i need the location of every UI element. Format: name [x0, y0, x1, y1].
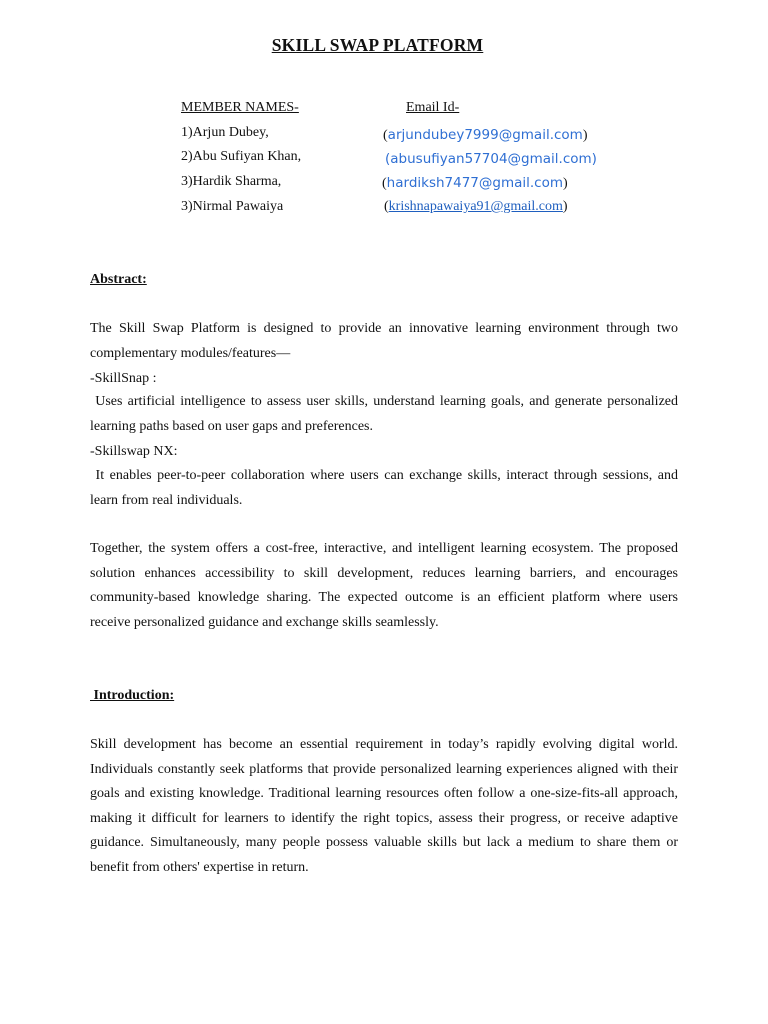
document-title: SKILL SWAP PLATFORM	[271, 35, 484, 55]
member-name: 3)Hardik Sharma,	[181, 174, 282, 189]
skillswap-description: It enables peer-to-peer collaboration where users can exchange skills, interact through sessions, and learn from real individuals.	[90, 468, 682, 508]
email-link[interactable]: abusufiyan57704@gmail.com	[390, 151, 592, 167]
member-name: 1)Arjun Dubey,	[181, 125, 269, 140]
member-email: (abusufiyan57704@gmail.com)	[385, 151, 597, 167]
member-name: 2)Abu Sufiyan Khan,	[181, 149, 302, 164]
skillsnap-description: Uses artificial intelligence to assess user skills, understand learning goals, and generate personalized learning paths based on user gaps and preferences.	[90, 394, 682, 434]
introduction-heading: Introduction:	[90, 688, 175, 703]
introduction-text: Skill development has become an essential requirement in today’s rapidly evolving digital world. Individuals constantly seek platforms that provide personalized learning experiences aligned with their goals and existing knowledge. Traditional learning resources often follow a one-size-fits-all approach, making it difficult for learners to identify the right topics, assess their progress, or receive adaptive guidance. Simultaneously, many people possess valuable skills but lack a medium to share them or benefit from others' expertise in return.	[90, 737, 678, 875]
skillsnap-label: -SkillSnap :	[90, 371, 157, 386]
member-names-header: MEMBER NAMES-	[181, 100, 299, 115]
member-email: (arjundubey7999@gmail.com)	[383, 127, 588, 143]
skillswap-label: -Skillswap NX:	[90, 444, 178, 459]
abstract-heading: Abstract:	[90, 272, 147, 287]
email-link[interactable]: arjundubey7999@gmail.com	[387, 127, 583, 143]
email-id-header: Email Id-	[406, 100, 460, 115]
abstract-summary: Together, the system offers a cost-free, interactive, and intelligent learning ecosystem. The proposed solution enhances accessibility to skill development, reduces learning barriers, and encourages community-based knowledge sharing. The expected outcome is an efficient platform where users receive personalized guidance and exchange skills seamlessly.	[90, 541, 678, 630]
member-email: (hardiksh7477@gmail.com)	[382, 175, 568, 191]
abstract-intro: The Skill Swap Platform is designed to provide an innovative learning environment through two complementary modules/features—	[90, 321, 678, 361]
email-link[interactable]: krishnapawaiya91@gmail.com	[388, 199, 563, 214]
email-link[interactable]: hardiksh7477@gmail.com	[386, 175, 564, 191]
member-email: (krishnapawaiya91@gmail.com)	[384, 199, 568, 214]
member-name: 3)Nirmal Pawaiya	[181, 199, 284, 214]
